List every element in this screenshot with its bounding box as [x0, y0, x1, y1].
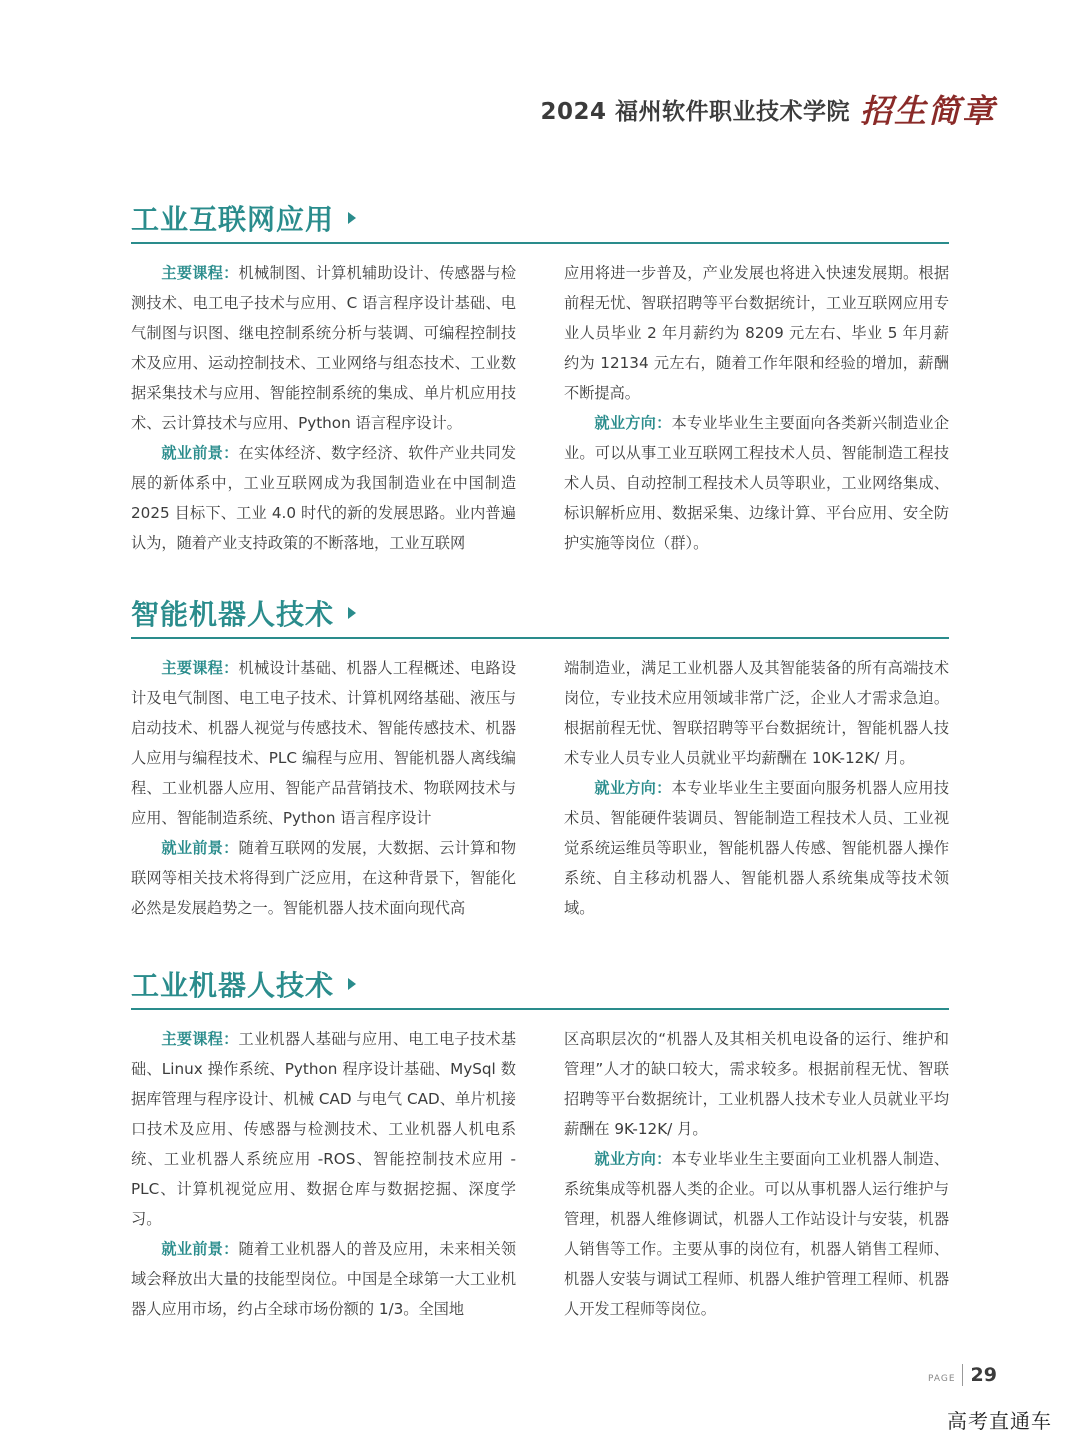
label-direction: 就业方向： — [594, 414, 672, 432]
label-courses: 主要课程： — [161, 659, 239, 677]
page-number-block — [928, 1364, 997, 1386]
label-prospects: 就业前景： — [161, 444, 239, 462]
direction-text: 本专业毕业生主要面向工业机器人制造、系统集成等机器人类的企业。可以从事机器人运行维护与管理，机器人维修调试，机器人工作站设计与安装，机器人销售等工作。主要从事的岗位有，机器人销售工程师、机器人安装与调试工程师、机器人维护管理工程师、机器人开发工程师等岗位。 — [564, 1150, 950, 1318]
section-industrial-internet — [131, 196, 949, 558]
paragraph-continuation — [564, 1024, 949, 1144]
paragraph-courses — [131, 653, 516, 833]
prospects-text: 随着互联网的发展，大数据、云计算和物联网等相关技术将得到广泛应用，在这种背景下，智能化必然是发展趋势之一。智能机器人技术面向现代高 — [131, 839, 517, 917]
section-title: 工业互联网应用 — [131, 203, 335, 236]
left-column — [131, 653, 516, 923]
section-header — [131, 962, 949, 1010]
courses-text: 工业机器人基础与应用、电工电子技术基础、Linux 操作系统、Python 程序设计基础、MySql 数据库管理与程序设计、机械 CAD 与电气 CAD、单片机接口技术及应用、传感器与检测技术、工业机器人机电系统、工业机器人系统应用 -ROS、智能控制技术应用 -PLC、计算机视觉应用、数据仓库与数据挖掘、深度学习。 — [131, 1030, 517, 1228]
paragraph-continuation — [564, 653, 949, 773]
header-brand-calligraphy: 招生简章 — [859, 92, 996, 130]
paragraph-courses — [131, 1024, 516, 1234]
label-courses: 主要课程： — [161, 264, 239, 282]
right-column — [564, 1024, 949, 1324]
section-header — [131, 196, 949, 244]
section-title: 工业机器人技术 — [131, 969, 335, 1002]
courses-text: 机械设计基础、机器人工程概述、电路设计及电气制图、电工电子技术、计算机网络基础、液压与启动技术、机器人视觉与传感技术、智能传感技术、机器人应用与编程技术、PLC 编程与应用、智能机器人离线编程、工业机器人应用、智能产品营销技术、物联网技术与应用、智能制造系统、Python 语言程序设计 — [131, 659, 517, 827]
prospects-text: 在实体经济、数字经济、软件产业共同发展的新体系中，工业互联网成为我国制造业在中国制造 2025 目标下、工业 4.0 时代的新的发展思路。业内普遍认为，随着产业支持政策的不断落地，工业互联网 — [131, 444, 517, 552]
label-prospects: 就业前景： — [161, 839, 239, 857]
section-header — [131, 591, 949, 639]
section-intelligent-robot — [131, 591, 949, 923]
continuation-text: 区高职层次的“机器人及其相关机电设备的运行、维护和管理”人才的缺口较大，需求较多。根据前程无忧、智联招聘等平台数据统计，工业机器人技术专业人员就业平均薪酬在 9K-12K/ 月。 — [564, 1030, 949, 1138]
paragraph-direction — [564, 773, 949, 923]
page-divider — [962, 1364, 963, 1386]
left-column — [131, 258, 516, 558]
courses-text: 机械制图、计算机辅助设计、传感器与检测技术、电工电子技术与应用、C 语言程序设计基础、电气制图与识图、继电控制系统分析与装调、可编程控制技术及应用、运动控制技术、工业网络与组态技术、工业数据采集技术与应用、智能控制系统的集成、单片机应用技术、云计算技术与应用、Python 语言程序设计。 — [131, 264, 517, 432]
triangle-arrow-icon — [348, 212, 356, 224]
label-direction: 就业方向： — [594, 1150, 672, 1168]
label-direction: 就业方向： — [594, 779, 672, 797]
page-label: PAGE — [928, 1374, 956, 1384]
direction-text: 本专业毕业生主要面向服务机器人应用技术员、智能硬件装调员、智能制造工程技术人员、工业视觉系统运维员等职业，智能机器人传感、智能机器人操作系统、自主移动机器人、智能机器人系统集成等技术领域。 — [564, 779, 950, 917]
section-industrial-robot — [131, 962, 949, 1324]
page-header — [540, 86, 996, 132]
left-column — [131, 1024, 516, 1324]
continuation-text: 应用将进一步普及，产业发展也将进入快速发展期。根据前程无忧、智联招聘等平台数据统计，工业互联网应用专业人员毕业 2 年月薪约为 8209 元左右、毕业 5 年月薪约为 12134 元左右，随着工作年限和经验的增加，薪酬不断提高。 — [564, 264, 949, 402]
direction-text: 本专业毕业生主要面向各类新兴制造业企业。可以从事工业互联网工程技术人员、智能制造工程技术人员、自动控制工程技术人员等职业，工业网络集成、标识解析应用、数据采集、边缘计算、平台应用、安全防护实施等岗位（群）。 — [564, 414, 950, 552]
header-title: 2024 福州软件职业技术学院 — [540, 98, 850, 125]
paragraph-continuation — [564, 258, 949, 408]
paragraph-direction — [564, 408, 949, 558]
prospects-text: 随着工业机器人的普及应用，未来相关领域会释放出大量的技能型岗位。中国是全球第一大工业机器人应用市场，约占全球市场份额的 1/3。全国地 — [131, 1240, 517, 1318]
right-column — [564, 653, 949, 923]
paragraph-prospects — [131, 833, 516, 923]
paragraph-courses — [131, 258, 516, 438]
right-column — [564, 258, 949, 558]
triangle-arrow-icon — [348, 978, 356, 990]
paragraph-prospects — [131, 1234, 516, 1324]
paragraph-prospects — [131, 438, 516, 558]
paragraph-direction — [564, 1144, 949, 1324]
continuation-text: 端制造业，满足工业机器人及其智能装备的所有高端技术岗位，专业技术应用领域非常广泛，企业人才需求急迫。根据前程无忧、智联招聘等平台数据统计，智能机器人技术专业人员专业人员就业平均薪酬在 10K-12K/ 月。 — [564, 659, 949, 767]
triangle-arrow-icon — [348, 607, 356, 619]
label-prospects: 就业前景： — [161, 1240, 239, 1258]
watermark-text: 高考直通车 — [947, 1409, 1052, 1433]
label-courses: 主要课程： — [161, 1030, 239, 1048]
section-title: 智能机器人技术 — [131, 598, 335, 631]
page-number: 29 — [970, 1364, 997, 1386]
